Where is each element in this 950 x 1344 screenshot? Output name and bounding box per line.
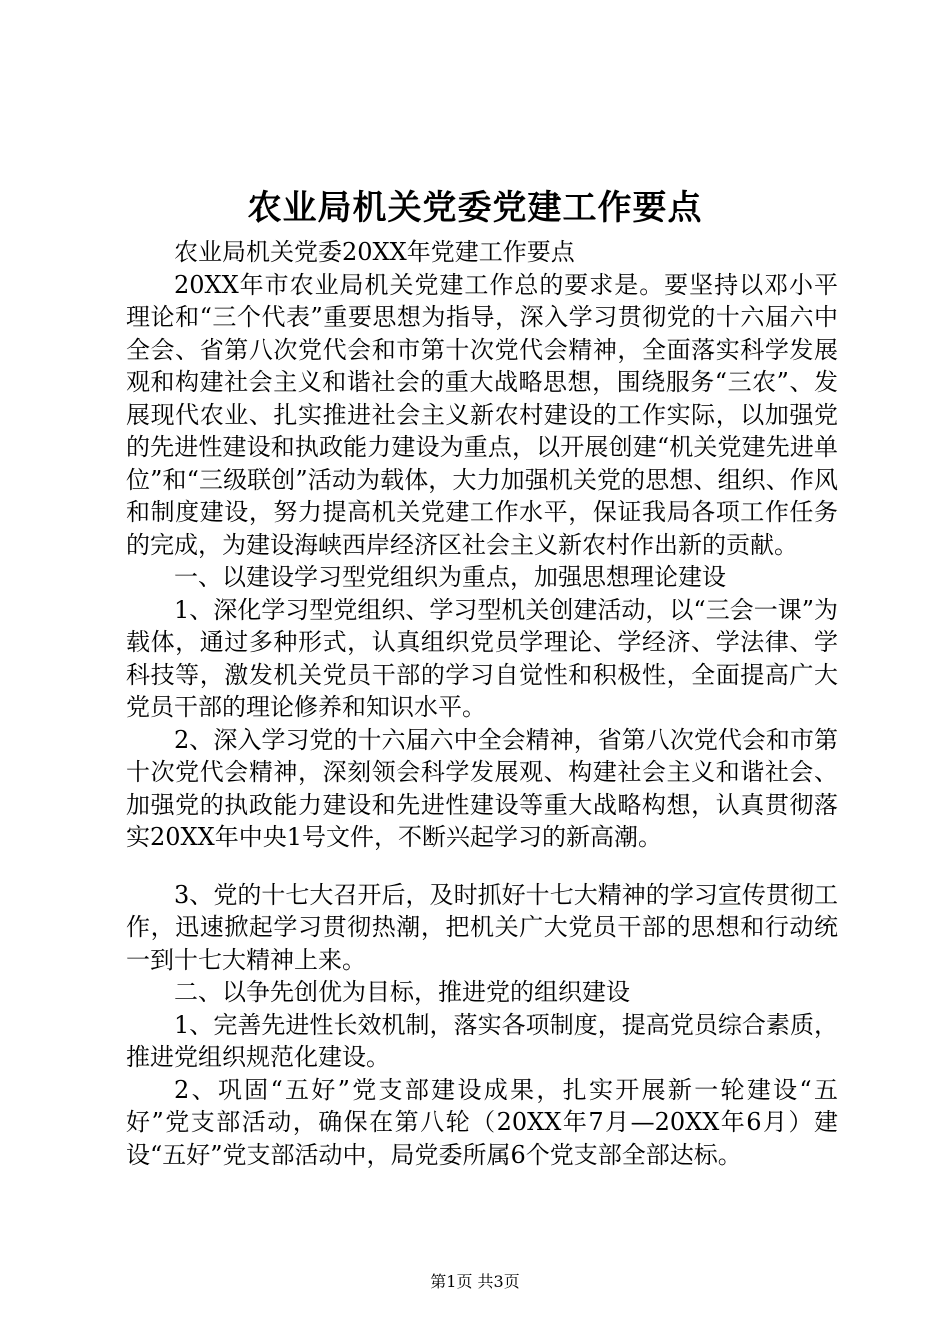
paragraph-intro: 20XX年市农业局机关党建工作总的要求是。要坚持以邓小平理论和“三个代表”重要思想为指导，深入学习贯彻党的十六届六中全会、省第八次党代会和市第十次党代会精神，全面落实科学发展观和构建社会主义和谐社会的重大战略思想，围绕服务“三农”、发展现代农业、扎实推进社会主义新农村建设的工作实际，以加强党的先进性建设和执政能力建设为重点，以开展创建“机关党建先进单位”和“三级联创”活动为载体，大力加强机关党的思想、组织、作风和制度建设，努力提高机关党建工作水平，保证我局各项工作任务的完成，为建设海峡西岸经济区社会主义新农村作出新的贡献。: [126, 270, 838, 559]
document-title: 农业局机关党委党建工作要点: [247, 188, 703, 228]
section-heading-1: 一、以建设学习型党组织为重点，加强思想理论建设: [174, 563, 726, 591]
paragraph-subtitle: 农业局机关党委20XX年党建工作要点: [174, 238, 575, 266]
page-number-footer: 第1页 共3页: [430, 1272, 520, 1291]
paragraph-item-1-2: 2、深入学习党的十六届六中全会精神，省第八次党代会和市第十次党代会精神，深刻领会科学发展观、构建社会主义和谐社会、加强党的执政能力建设和先进性建设等重大战略构想，认真贯彻落实20XX年中央1号文件，不断兴起学习的新高潮。: [126, 725, 838, 851]
paragraph-item-1-3: 3、党的十七大召开后，及时抓好十七大精神的学习宣传贯彻工作，迅速掀起学习贯彻热潮，把机关广大党员干部的思想和行动统一到十七大精神上来。: [126, 880, 838, 974]
paragraph-item-2-2: 2、巩固“五好”党支部建设成果，扎实开展新一轮建设“五好”党支部活动，确保在第八轮（20XX年7月—20XX年6月）建设“五好”党支部活动中，局党委所属6个党支部全部达标。: [126, 1075, 838, 1169]
paragraph-item-2-1: 1、完善先进性长效机制，落实各项制度，提高党员综合素质，推进党组织规范化建设。: [126, 1010, 838, 1071]
paragraph-item-1-1: 1、深化学习型党组织、学习型机关创建活动，以“三会一课”为载体，通过多种形式，认真组织党员学理论、学经济、学法律、学科技等，激发机关党员干部的学习自觉性和积极性，全面提高广大党员干部的理论修养和知识水平。: [126, 595, 838, 721]
document-body: [126, 236, 838, 1171]
section-heading-2: 二、以争先创优为目标，推进党的组织建设: [174, 978, 630, 1006]
